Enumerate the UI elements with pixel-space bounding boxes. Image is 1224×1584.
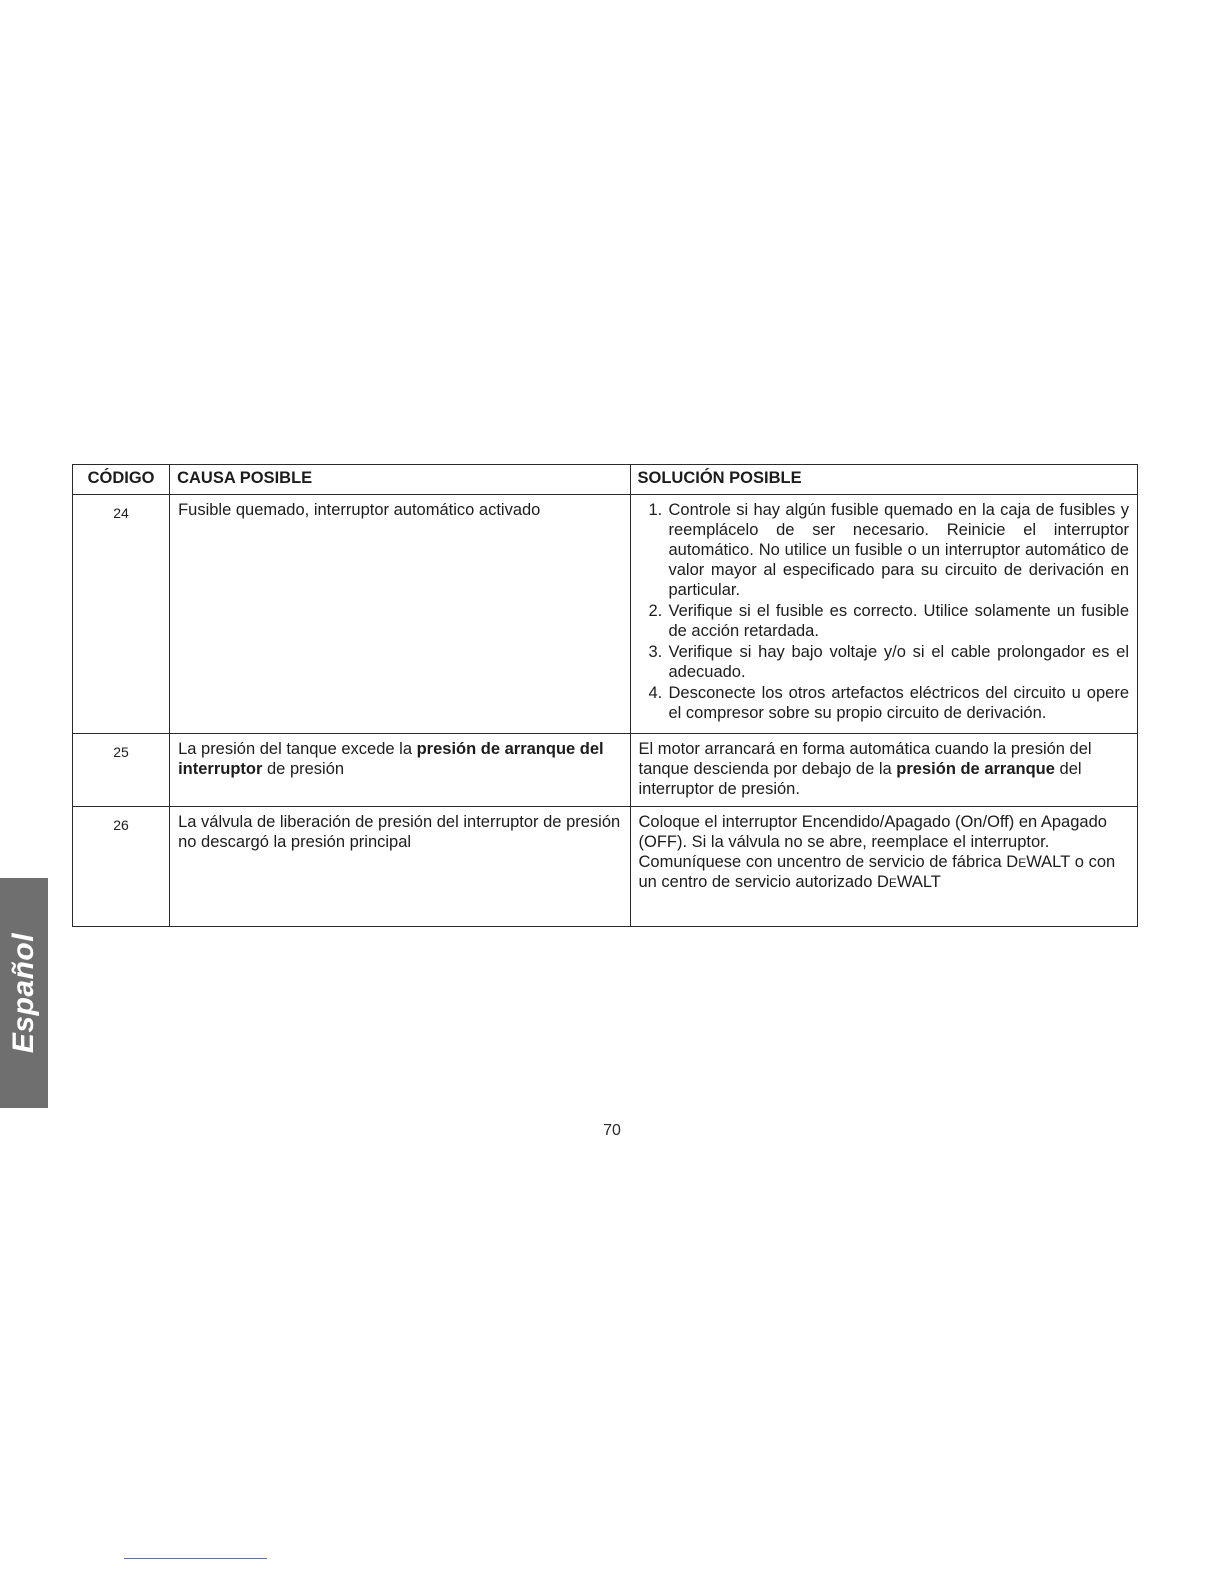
language-side-tab: [0, 878, 48, 1108]
brand-name: DeWALT: [876, 873, 941, 891]
solution-item-number: 4.: [648, 684, 663, 702]
solution-item-text: Verifique si el fusible es correcto. Utilice solamente un fusible de acción retardada.: [668, 602, 1129, 640]
solution-text: del interruptor de presión.: [638, 760, 1082, 798]
table-row: [73, 734, 1138, 807]
solution-item-text: Controle si hay algún fusible quemado en la caja de fusibles y reemplácelo de ser necesario. Reinicie el interruptor automático. No utilice un fusible o un interruptor automático de valor mayor al especificado para su circuito de derivación en particular.: [668, 501, 1129, 599]
table-row: [73, 495, 1138, 734]
header-cause: CAUSA POSIBLE: [170, 465, 630, 495]
solution-item-number: 2.: [648, 602, 663, 620]
solution-text: o con un centro de servicio autorizado: [638, 853, 1116, 891]
solution-item-number: 3.: [648, 643, 663, 661]
troubleshooting-table: [72, 464, 1138, 927]
solution-list: [639, 500, 1130, 723]
solution-item-number: 1.: [648, 501, 663, 519]
table-row: [73, 807, 1138, 927]
code-cell: 25: [73, 734, 170, 807]
page-number: 70: [603, 1122, 621, 1139]
cause-text: La presión del tanque excede la: [178, 740, 417, 758]
cause-bold-term: presión de arranque del interruptor: [178, 740, 604, 778]
solution-item: [639, 500, 1130, 600]
table-header-row: [73, 465, 1138, 495]
brand-name: DeWALT: [1006, 853, 1071, 871]
solution-item-text: Verifique si hay bajo voltaje y/o si el cable prolongador es el adecuado.: [668, 643, 1129, 681]
header-solution: SOLUCIÓN POSIBLE: [630, 465, 1138, 495]
solution-item: [639, 642, 1130, 682]
solution-item: [639, 683, 1130, 723]
solution-item: [639, 601, 1130, 641]
solution-bold-term: presión de arranque: [896, 760, 1055, 778]
code-cell: 24: [73, 495, 170, 734]
cause-cell: La válvula de liberación de presión del interruptor de presión no descargó la presión principal: [170, 807, 630, 927]
cause-cell: [170, 734, 630, 807]
solution-text: Coloque el interruptor Encendido/Apagado (On/Off) en Apagado (OFF). Si la válvula no se abre, reemplace el interruptor. Comuníquese con uncentro de servicio de fábrica: [638, 813, 1107, 871]
cause-cell: Fusible quemado, interruptor automático activado: [170, 495, 630, 734]
solution-cell: [630, 734, 1138, 807]
solution-item-text: Desconecte los otros artefactos eléctricos del circuito u opere el compresor sobre su propio circuito de derivación.: [668, 684, 1129, 722]
language-tab-label: Español: [7, 932, 40, 1054]
solution-text: El motor arrancará en forma automática cuando la presión del tanque descienda por debajo de la: [638, 740, 1092, 778]
header-code: CÓDIGO: [73, 465, 170, 495]
footer-divider: [124, 1558, 267, 1559]
solution-cell: [630, 807, 1138, 927]
code-cell: 26: [73, 807, 170, 927]
cause-text: de presión: [262, 760, 345, 778]
solution-cell: [630, 495, 1138, 734]
